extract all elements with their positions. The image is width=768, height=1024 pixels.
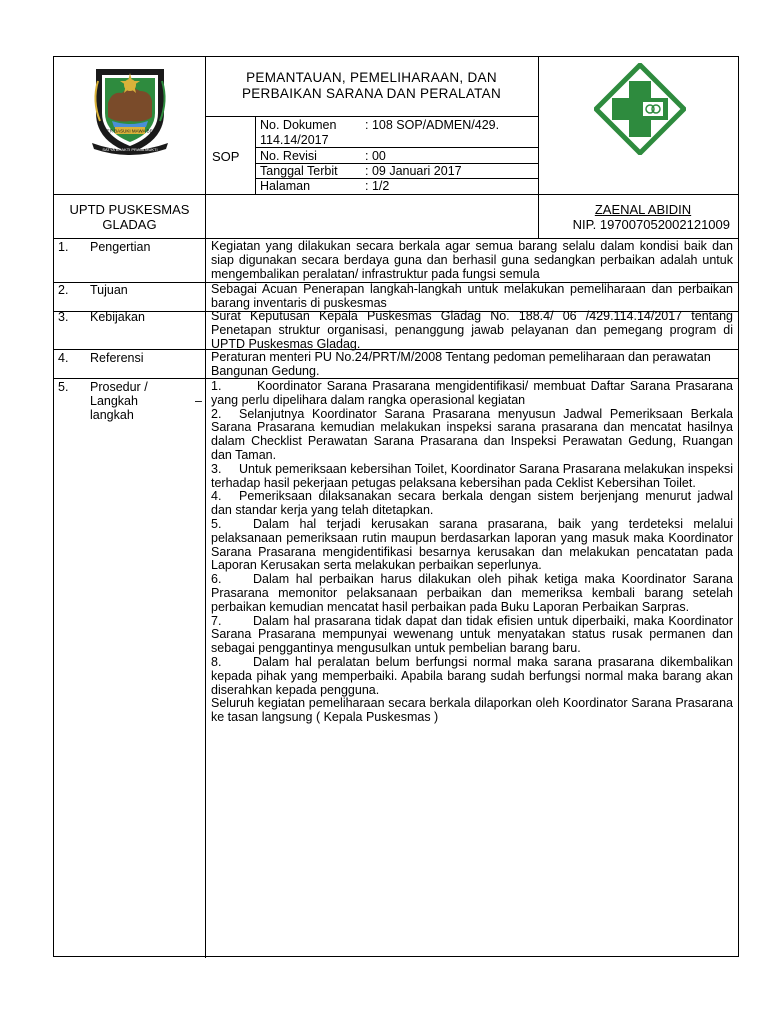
signer-name: ZAENAL ABIDIN xyxy=(594,202,692,217)
section-2-label: Tujuan xyxy=(90,283,128,297)
section-3-label: Kebijakan xyxy=(90,310,145,324)
section-4-text: Peraturan menteri PU No.24/PRT/M/2008 Tentang pedoman pemeliharaan dan perawatan Bangunan Gedung. xyxy=(211,350,711,378)
no-dokumen-value: : 108 SOP/ADMEN/429. xyxy=(365,118,500,132)
document-title xyxy=(205,70,538,102)
procedure-step-text: Dalam hal perbaikan harus dilakukan oleh pihak ketiga maka Koordinator Sarana Prasarana memonitor pelaksanaan perbaikan dan memeriksa kembali barang setelah perbaikan kemudian mencatat hasil perbaikan pada Buku Laporan Perbaikan Sarpras. xyxy=(211,572,733,614)
procedure-step-2 xyxy=(211,408,733,463)
procedure-step-text: Selanjutnya Koordinator Sarana Prasarana menyusun Jadwal Pemeriksaan Berkala Sarana Prasarana kemudian melakukan inspeksi sarana prasarana dan mencatat hasilnya dalam Checklist Perawatan Sarana Prasarana dan Inspeksi Perawatan Gedung, Ruangan dan Taman. xyxy=(211,406,733,462)
section-5-label-word: Langkah xyxy=(90,394,138,408)
header-bottom-line xyxy=(54,194,738,195)
procedure-step-3 xyxy=(211,463,733,491)
procedure-step-number: 8. xyxy=(211,654,222,669)
section-5-label xyxy=(90,380,202,422)
unit-name xyxy=(54,202,205,232)
section-1-label: Pengertian xyxy=(90,240,151,254)
procedure-step-number: 2. xyxy=(211,406,222,421)
procedure-closing-text: Seluruh kegiatan pemeliharaan secara berkala dilaporkan oleh Koordinator Sarana Prasarana ke tasan langsung ( Kepala Puskesmas ) xyxy=(211,696,733,725)
section-2-number: 2. xyxy=(58,283,69,297)
no-revisi-value: : 00 xyxy=(365,149,386,163)
emblem-banner-text: JER BASUKI MAWA BEA xyxy=(104,128,156,134)
section-1-number: 1. xyxy=(58,240,69,254)
procedure-step-text: Dalam hal terjadi kerusakan sarana prasarana, baik yang terdeteksi melalui pelaksanaan pemeriksaan rutin maupun berdasarkan laporan yang masuk maka Koordinator Sarana Prasarana mengidentifikasi besarnya kerusakan dan melakukan pencatatan pada Laporan Kerusakan serta melakukan perbaikan seperlunya. xyxy=(211,516,733,573)
procedure-step-number: 4. xyxy=(211,489,222,504)
title-line-2: PERBAIKAN SARANA DAN PERALATAN xyxy=(241,86,502,101)
section-3-text: Surat Keputusan Kepala Puskesmas Gladag No. 188.4/ 06 /429.114.14/2017 tentang Penetapan struktur organisasi, penanggung jawab pelayanan dan pemegang program di UPTD Puskesmas Gladag. xyxy=(211,309,733,351)
procedure-step-5 xyxy=(211,518,733,573)
unit-name-line-1: UPTD PUSKESMAS xyxy=(69,202,190,217)
procedure-step-text: Dalam hal peralatan belum berfungsi normal maka sarana prasarana dikembalikan kepada pihak yang memperbaiki. Apabila barang sudah berfungsi normal maka barang akan diserahkan kepada pengguna. xyxy=(211,654,733,697)
regency-emblem-logo xyxy=(82,61,178,157)
procedure-step-number: 3. xyxy=(211,461,222,476)
sop-divider-line xyxy=(255,116,256,194)
title-line-1: PEMANTAUAN, PEMELIHARAAN, DAN xyxy=(246,70,497,85)
section-4-number: 4. xyxy=(58,351,69,365)
procedure-step-number: 7. xyxy=(211,613,222,628)
no-dokumen-value-cont: 114.14/2017 xyxy=(260,133,329,147)
section-2-text: Sebagai Acuan Penerapan langkah-langkah untuk melakukan pemeliharaan dan perbaikan barang inventaris di puskesmas xyxy=(211,282,733,310)
unit-name-line-2: GLADAG xyxy=(102,217,157,232)
procedure-step-7 xyxy=(211,615,733,656)
sop-document xyxy=(53,56,739,957)
section-5-label-dash: – xyxy=(195,394,202,408)
procedure-step-text: Untuk pemeriksaan kebersihan Toilet, Koordinator Sarana Prasarana melakukan inspeksi terhadap hasil pekerjaan petugas pelaksana kebersihan pada Ceklist Kebersihan Toilet. xyxy=(211,461,733,490)
procedure-step-text: Pemeriksaan dilaksanakan secara berkala dengan sistem berjenjang menurut jadwal dan standar kerja yang telah ditetapkan. xyxy=(211,489,733,518)
puskesmas-cross-logo xyxy=(594,63,686,155)
section-1-text: Kegiatan yang dilakukan secara berkala agar semua barang selalu dalam kondisi baik dan siap digunakan secara berdaya guna dan berhasil guna sedangkan perbaikan adalah untuk mengembalikan peralatan/ infrastruktur pada fungsi semula xyxy=(211,239,733,281)
section-3-number: 3. xyxy=(58,310,69,324)
emblem-motto-text: SATYA BHAKTI PRAJA MUKTI xyxy=(102,147,158,152)
section-5-label-line-2 xyxy=(90,394,202,408)
tanggal-terbit-label: Tanggal Terbit xyxy=(260,164,338,178)
section-4-label: Referensi xyxy=(90,351,144,365)
procedure-step-number: 6. xyxy=(211,572,222,587)
halaman-value: : 1/2 xyxy=(365,179,390,193)
procedure-list xyxy=(211,380,733,725)
section-5-number: 5. xyxy=(58,380,69,394)
procedure-step-text: Koordinator Sarana Prasarana mengidentifikasi/ membuat Daftar Sarana Prasarana yang perlu dipelihara dalam rangka operasional kegiatan xyxy=(211,379,733,407)
procedure-step-text: Dalam hal prasarana tidak dapat dan tidak efisien untuk diperbaiki, maka Koordinator Sarana Prasarana mempunyai wewenang untuk menyatakan status rusak permanen dan sebagai penggantinya mengusulkan untuk pembelian barang baru. xyxy=(211,613,733,656)
signer-nip: NIP. 197007052002121009 xyxy=(572,217,730,232)
no-revisi-label: No. Revisi xyxy=(260,149,317,163)
signer-block xyxy=(538,202,738,232)
no-dokumen-label: No. Dokumen xyxy=(260,118,337,132)
section-5-label-line-1: Prosedur / xyxy=(90,380,148,394)
tanggal-terbit-value: : 09 Januari 2017 xyxy=(365,164,462,178)
sop-label: SOP xyxy=(212,149,240,164)
procedure-step-number: 1. xyxy=(211,379,222,393)
section-5-label-line-3: langkah xyxy=(90,408,134,422)
left-column-line xyxy=(205,57,206,958)
halaman-label: Halaman xyxy=(260,179,311,193)
procedure-step-number: 5. xyxy=(211,516,222,531)
procedure-step-8 xyxy=(211,656,733,697)
procedure-step-1 xyxy=(211,380,733,408)
procedure-step-4 xyxy=(211,490,733,518)
procedure-step-6 xyxy=(211,573,733,614)
